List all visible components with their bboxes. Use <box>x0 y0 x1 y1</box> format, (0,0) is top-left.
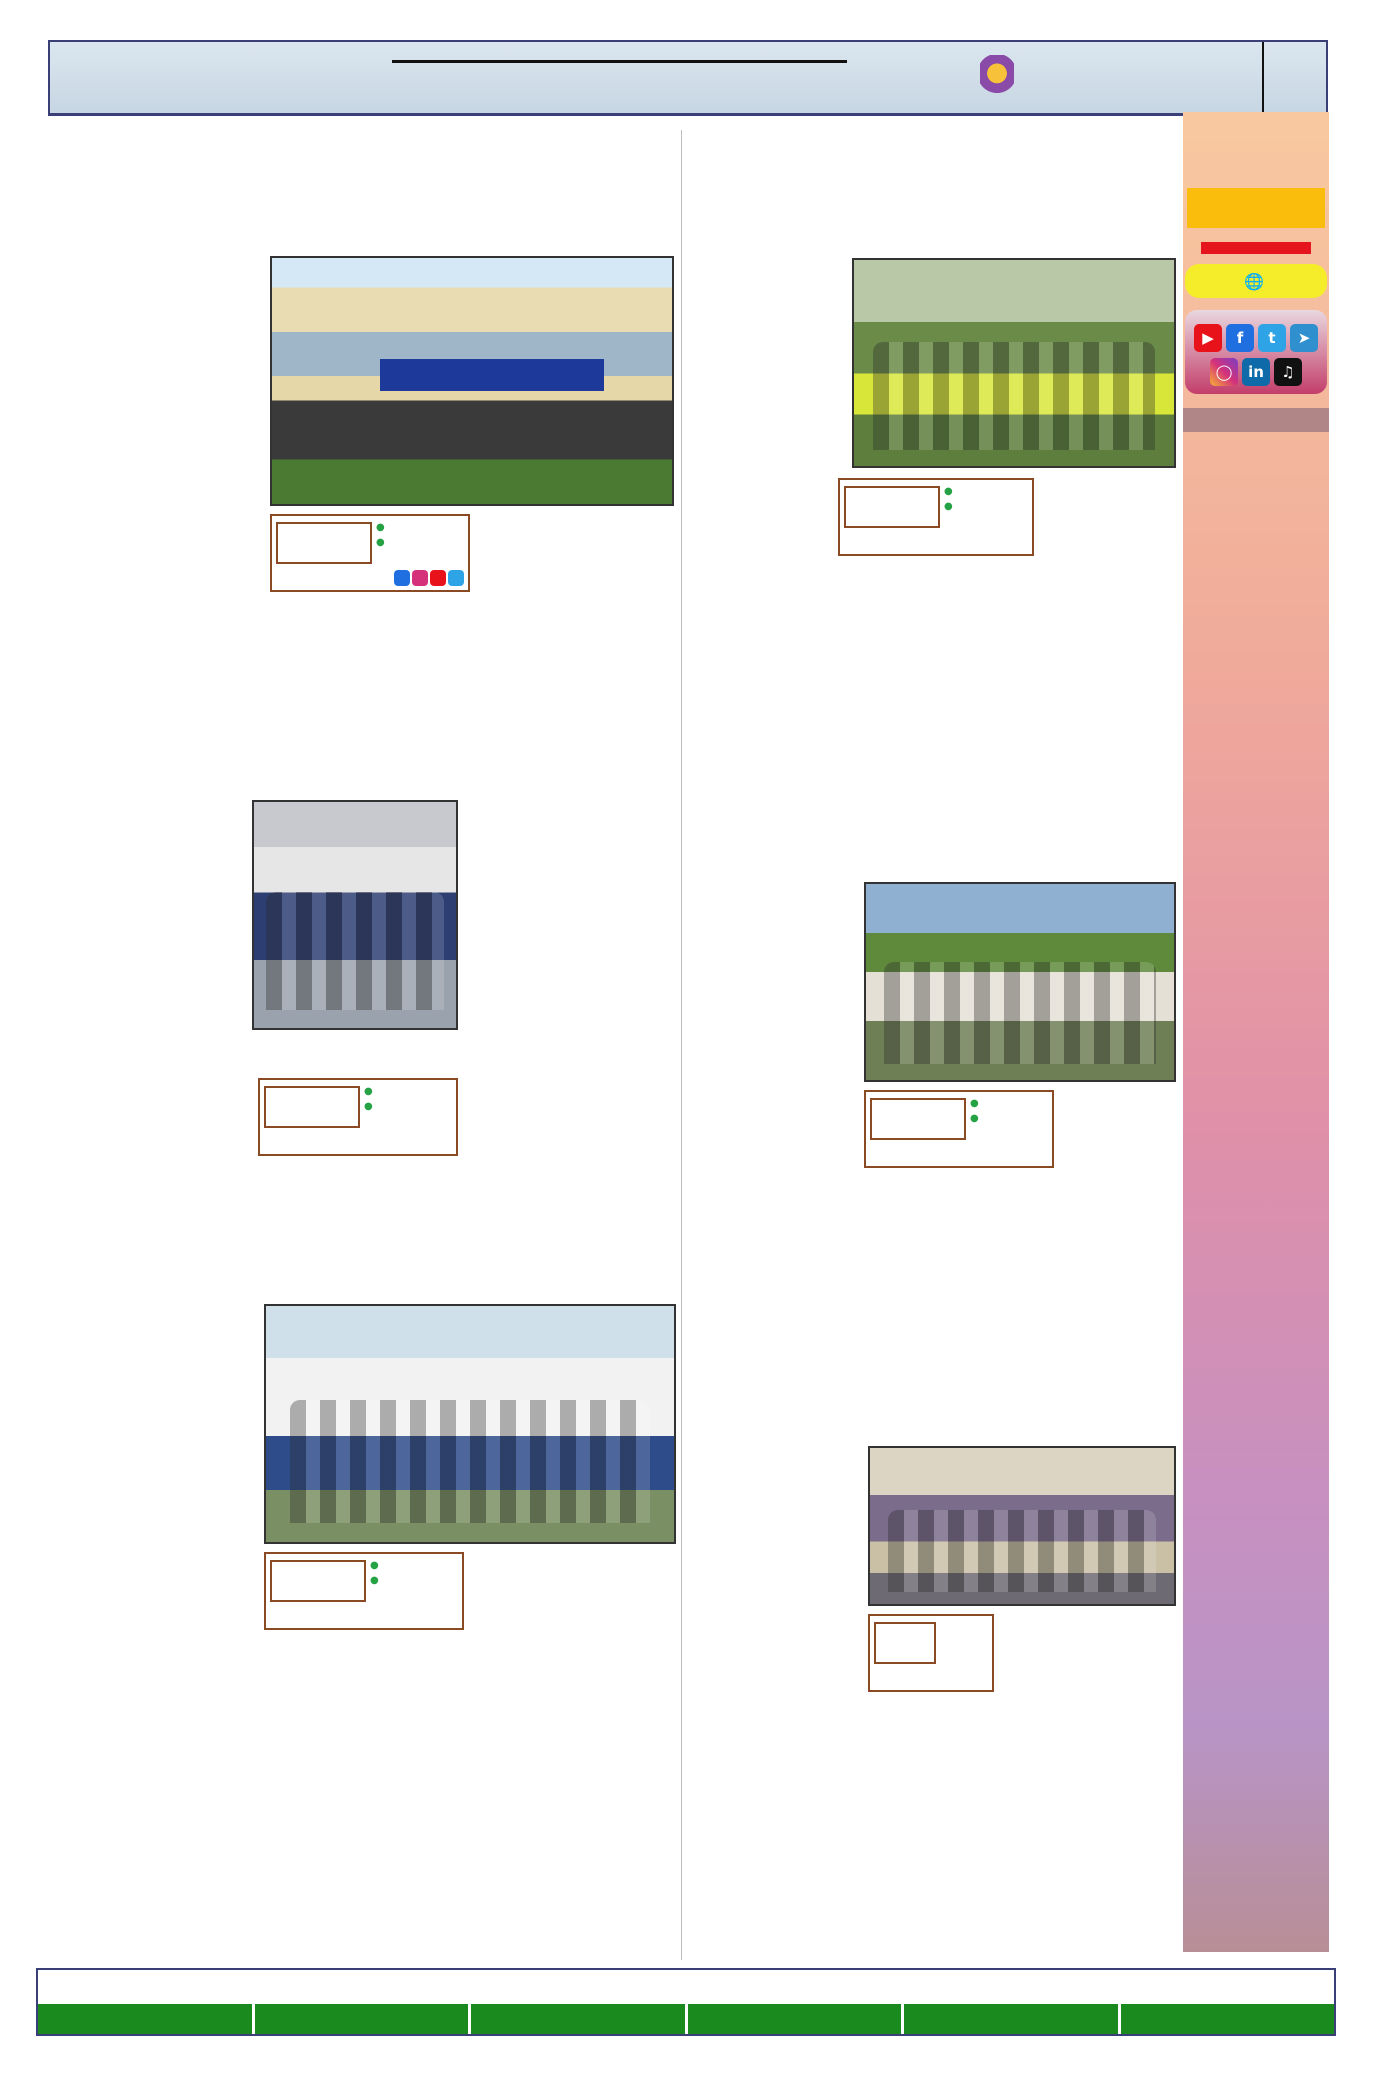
article-body-cont <box>462 798 678 1078</box>
facebook-icon[interactable]: f <box>1226 324 1254 352</box>
contact-name-1 <box>252 2004 469 2036</box>
more-content-badge <box>1201 242 1311 254</box>
contact-box <box>1187 188 1325 228</box>
ad-phone-in <box>970 1113 979 1124</box>
farmers-photo[interactable] <box>864 882 1176 1082</box>
twitter-icon <box>448 570 464 586</box>
officials-group <box>888 1510 1156 1591</box>
ad-phone-uk <box>370 1560 379 1571</box>
contact-phone-uk <box>1118 2004 1335 2036</box>
watermark-ad[interactable] <box>864 1090 1054 1168</box>
website-link[interactable] <box>1185 264 1327 298</box>
page-number <box>1262 42 1326 114</box>
article-body <box>44 798 248 1188</box>
farmers-group <box>884 962 1155 1064</box>
instagram-icon[interactable]: ◯ <box>1210 358 1238 386</box>
masthead <box>48 40 1328 116</box>
article-body-bottom <box>690 1268 1056 1330</box>
watermark-ad[interactable] <box>258 1078 458 1156</box>
students-group <box>266 892 444 1010</box>
ad-phone-in <box>944 501 953 512</box>
instagram-icon <box>412 570 428 586</box>
article-body-cont <box>1058 1088 1176 1328</box>
chess-team-photo[interactable] <box>252 800 458 1030</box>
tiktok-icon[interactable]: ♫ <box>1274 358 1302 386</box>
ad-phone-uk <box>364 1086 373 1097</box>
meeting-photo[interactable] <box>868 1446 1176 1606</box>
telegram-icon[interactable]: ➤ <box>1290 324 1318 352</box>
head-office <box>1183 408 1329 432</box>
watermark-ad[interactable] <box>868 1614 994 1692</box>
college-photo[interactable] <box>270 256 674 506</box>
twitter-icon[interactable]: t <box>1258 324 1286 352</box>
watermark-ad[interactable] <box>270 514 470 592</box>
ad-logo <box>276 522 372 564</box>
footer-contact-row <box>38 2004 1334 2036</box>
linkedin-icon[interactable]: in <box>1242 358 1270 386</box>
contact-name-2 <box>685 2004 902 2036</box>
article-body-cont <box>998 1612 1176 1952</box>
ad-phone-in <box>376 537 385 548</box>
contact-phone-1 <box>468 2004 685 2036</box>
ad-phone-in <box>364 1101 373 1112</box>
article-body-cont <box>474 520 676 720</box>
youtube-icon[interactable]: ▶ <box>1194 324 1222 352</box>
article-body <box>690 256 850 736</box>
social-links <box>1185 310 1327 394</box>
article-body <box>690 878 860 1268</box>
school-team-photo[interactable] <box>264 1304 676 1544</box>
team-group <box>290 1400 649 1523</box>
ad-logo <box>844 486 940 528</box>
college-sign <box>380 359 604 391</box>
team-photo[interactable] <box>852 258 1176 468</box>
ad-phone-uk <box>944 486 953 497</box>
ad-logo <box>270 1560 366 1602</box>
article-body <box>44 1300 258 1940</box>
ad-logo <box>264 1086 360 1128</box>
article-body-cont <box>468 1552 676 1942</box>
article-body-cont <box>1036 478 1176 736</box>
emblem-icon <box>980 55 1014 101</box>
globe-icon: 🌐 <box>1244 271 1264 291</box>
promo-sidebar <box>1183 112 1329 1952</box>
article-body <box>44 250 264 720</box>
ad-phone-in <box>370 1575 379 1586</box>
players-group <box>873 342 1155 449</box>
contact-footer <box>36 1968 1336 2036</box>
ad-social-icons <box>394 570 464 586</box>
footer-social-row <box>38 1970 1334 2004</box>
watermark-ad[interactable] <box>838 478 1034 556</box>
youtube-icon <box>430 570 446 586</box>
contact-phone-2 <box>901 2004 1118 2036</box>
ad-phone-uk <box>376 522 385 533</box>
edition-date <box>392 54 847 63</box>
ad-logo <box>874 1622 936 1664</box>
contact-label <box>38 2004 252 2036</box>
masthead-logo <box>980 50 1014 101</box>
article-body <box>690 1440 864 1952</box>
ad-phone-uk <box>970 1098 979 1109</box>
watermark-ad[interactable] <box>264 1552 464 1630</box>
ad-logo <box>870 1098 966 1140</box>
column-divider <box>681 130 682 1960</box>
facebook-icon <box>394 570 410 586</box>
